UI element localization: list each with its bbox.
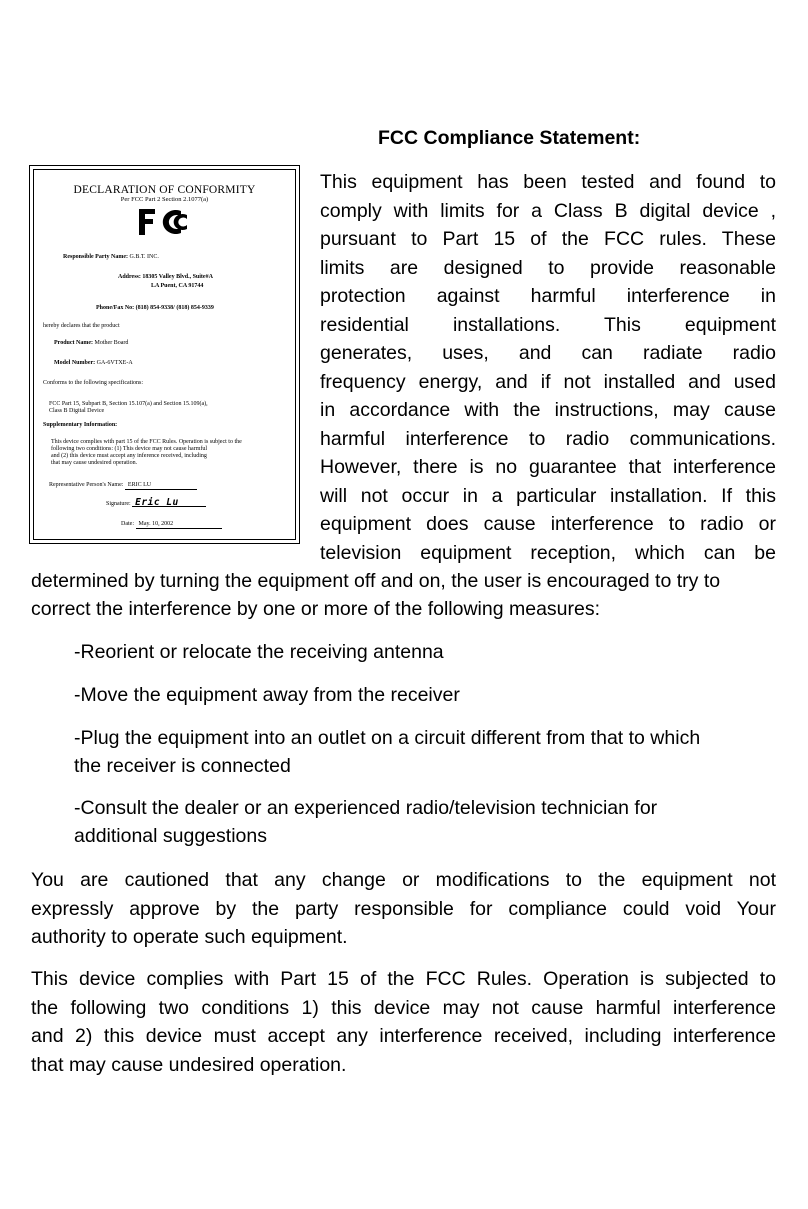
model-row — [54, 360, 133, 367]
phone-label: Phone/Fax No: — [96, 305, 135, 311]
para1-line: protection against harmful interference in — [320, 285, 776, 307]
signature-row — [106, 499, 206, 508]
signature-value: Eric Lu — [132, 499, 206, 507]
page-title: FCC Compliance Statement: — [378, 127, 641, 149]
date-label: Date: — [121, 521, 134, 527]
address-line1: 18305 Valley Blvd., Suite#A — [142, 274, 213, 280]
product-value: Mother Board — [94, 340, 129, 346]
measure-item-continued: additional suggestions — [74, 825, 267, 847]
measure-item: -Reorient or relocate the receiving antenna — [74, 641, 444, 663]
para1-line: comply with limits for a Class B digital device , — [320, 200, 776, 222]
para1-line: However, there is no guarantee that interference — [320, 456, 776, 478]
para3-line: and 2) this device must accept any interference received, including interference — [31, 1025, 776, 1047]
supplementary-line-2: following two conditions: (1) This device may not cause harmful — [51, 446, 208, 452]
declaration-inner-frame — [33, 169, 296, 540]
supplementary-line-1: This device complies with part 15 of the FCC Rules. Operation is subject to the — [51, 439, 242, 445]
supplementary-label: Supplementary Information: — [43, 422, 118, 428]
para1-line: generates, uses, and can radiate radio — [320, 342, 776, 364]
date-value: May. 10, 2002 — [136, 521, 222, 529]
para1-line: frequency energy, and if not installed and used — [320, 371, 776, 393]
para1-line: harmful interference to radio communications. — [320, 428, 776, 450]
para3-line: that may cause undesired operation. — [31, 1054, 347, 1076]
product-label: Product Name: — [54, 340, 94, 346]
declares-text: hereby declares that the product — [43, 323, 120, 329]
declaration-title: DECLARATION OF CONFORMITY — [73, 184, 256, 196]
para3-line: This device complies with Part 15 of the FCC Rules. Operation is subjected to — [31, 968, 776, 990]
address-label: Address: — [118, 274, 141, 280]
phone-value: (818) 854-9338/ (818) 854-9339 — [135, 305, 214, 311]
model-value: GA-6VTXE-A — [96, 360, 133, 366]
para1-line: limits are designed to provide reasonable — [320, 257, 776, 279]
measure-item-continued: the receiver is connected — [74, 755, 291, 777]
para1-line: correct the interference by one or more of the following measures: — [31, 598, 601, 620]
declaration-of-conformity-box — [29, 165, 300, 544]
measure-item: -Consult the dealer or an experienced radio/television technician for — [74, 797, 658, 819]
declaration-subtitle: Per FCC Part 2 Section 2.1077(a) — [120, 196, 209, 203]
model-label: Model Number: — [54, 360, 96, 366]
spec-line-2: Class B Digital Device — [49, 408, 105, 414]
representative-row — [49, 482, 197, 490]
address-row — [118, 274, 213, 281]
date-row — [121, 521, 222, 529]
para1-line: This equipment has been tested and found to — [320, 171, 776, 193]
para1-line: will not occur in a particular installation. If this — [320, 485, 776, 507]
address-line2: LA Puent, CA 91744 — [151, 283, 204, 289]
para2-line: You are cautioned that any change or modifications to the equipment not — [31, 869, 776, 891]
phone-row — [96, 305, 214, 312]
spec-line-1: FCC Part 15, Subpart B, Section 15.107(a) and Section 15.109(a), — [49, 401, 208, 407]
party-value: G.B.T. INC. — [129, 254, 159, 260]
measure-item: -Plug the equipment into an outlet on a circuit different from that to which — [74, 727, 701, 749]
conforms-text: Conforms to the following specifications: — [43, 380, 143, 386]
para3-line: the following two conditions 1) this device may not cause harmful interference — [31, 997, 776, 1019]
para1-line: residential installations. This equipment — [320, 314, 776, 336]
representative-value: ERIC LU — [125, 482, 197, 490]
para1-line: pursuant to Part 15 of the FCC rules. These — [320, 228, 776, 250]
para2-line: authority to operate such equipment. — [31, 926, 348, 948]
party-label: Responsible Party Name: — [63, 254, 128, 260]
para1-line: television equipment reception, which can be — [320, 542, 776, 564]
responsible-party-row — [63, 254, 159, 261]
supplementary-line-4: that may cause undesired operation. — [51, 460, 138, 466]
product-row — [54, 340, 128, 347]
supplementary-line-3: and (2) this device must accept any inference received, including — [51, 453, 207, 459]
para2-line: expressly approve by the party responsible for compliance could void Your — [31, 898, 776, 920]
measure-item: -Move the equipment away from the receiver — [74, 684, 460, 706]
para1-line: determined by turning the equipment off and on, the user is encouraged to try to — [31, 570, 721, 592]
representative-label: Representative Person's Name: — [49, 482, 124, 488]
para1-line: in accordance with the instructions, may cause — [320, 399, 776, 421]
para1-line: equipment does cause interference to radio or — [320, 513, 776, 535]
fcc-logo-icon — [137, 206, 193, 238]
signature-label: Signature: — [106, 501, 131, 507]
